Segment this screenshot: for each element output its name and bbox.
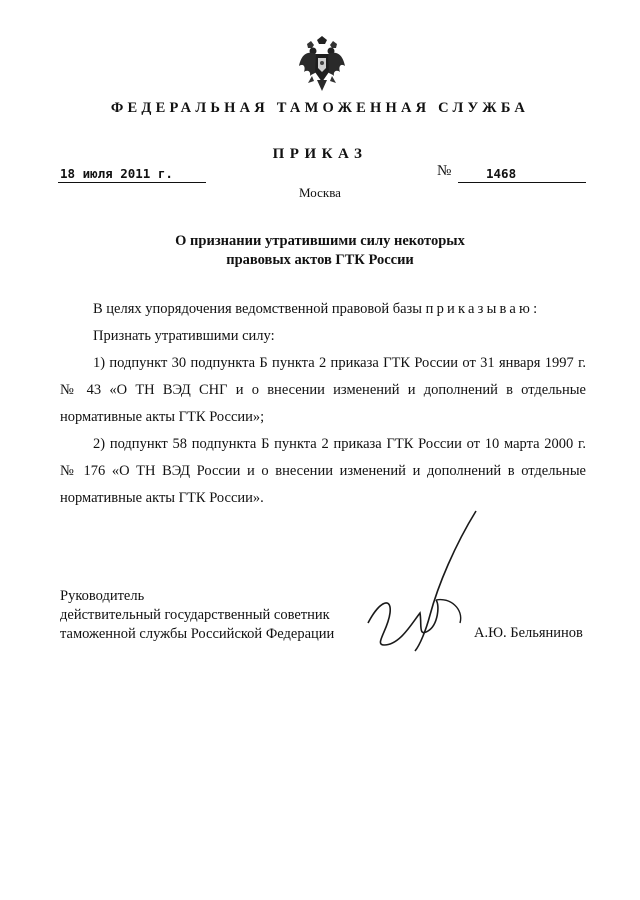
- handwritten-signature-icon: [360, 505, 490, 655]
- order-word: приказываю: [425, 301, 534, 317]
- document-date: 18 июля 2011 г.: [60, 166, 173, 181]
- document-type: ПРИКАЗ: [272, 146, 368, 162]
- document-subject: [0, 232, 640, 270]
- document-number: 1468: [486, 166, 517, 181]
- city: Москва: [299, 185, 341, 200]
- list-item: 2) подпункт 58 подпункта Б пункта 2 приказа ГТК России от 10 марта 2000 г. № 176 «О ТН ВЭД России и о внесении изменений и дополнений в отдельные нормативные акты ГТК России».: [60, 436, 586, 506]
- intro-prefix: В целях упорядочения ведомственной правовой базы: [93, 301, 426, 317]
- signer-title-line-1: Руководитель: [60, 588, 145, 604]
- signer-title-line-3: таможенной службы Российской Федерации: [60, 626, 335, 642]
- agency-title: ФЕДЕРАЛЬНАЯ ТАМОЖЕННАЯ СЛУЖБА: [110, 100, 530, 116]
- signer-title: [60, 587, 334, 644]
- signer-title-line-2: действительный государственный советник: [60, 607, 330, 623]
- signer-name: А.Ю. Бельянинов: [474, 625, 583, 641]
- list-item: 1) подпункт 30 подпункта Б пункта 2 приказа ГТК России от 31 января 1997 г. № 43 «О ТН ВЭД СНГ и о внесении изменений и дополнений в отдельные нормативные акты ГТК России»;: [60, 355, 586, 425]
- declare-paragraph: Признать утратившими силу:: [93, 328, 275, 344]
- intro-suffix: :: [533, 301, 538, 317]
- subject-line-1: О признании утратившими силу некоторых: [175, 233, 465, 249]
- document-body: [60, 296, 586, 512]
- russian-coat-of-arms-icon: [298, 36, 346, 92]
- intro-paragraph: [60, 296, 586, 323]
- number-field: [458, 166, 586, 183]
- subject-line-2: правовых актов ГТК России: [226, 252, 414, 268]
- date-field: [58, 166, 206, 183]
- number-sign: №: [437, 163, 452, 179]
